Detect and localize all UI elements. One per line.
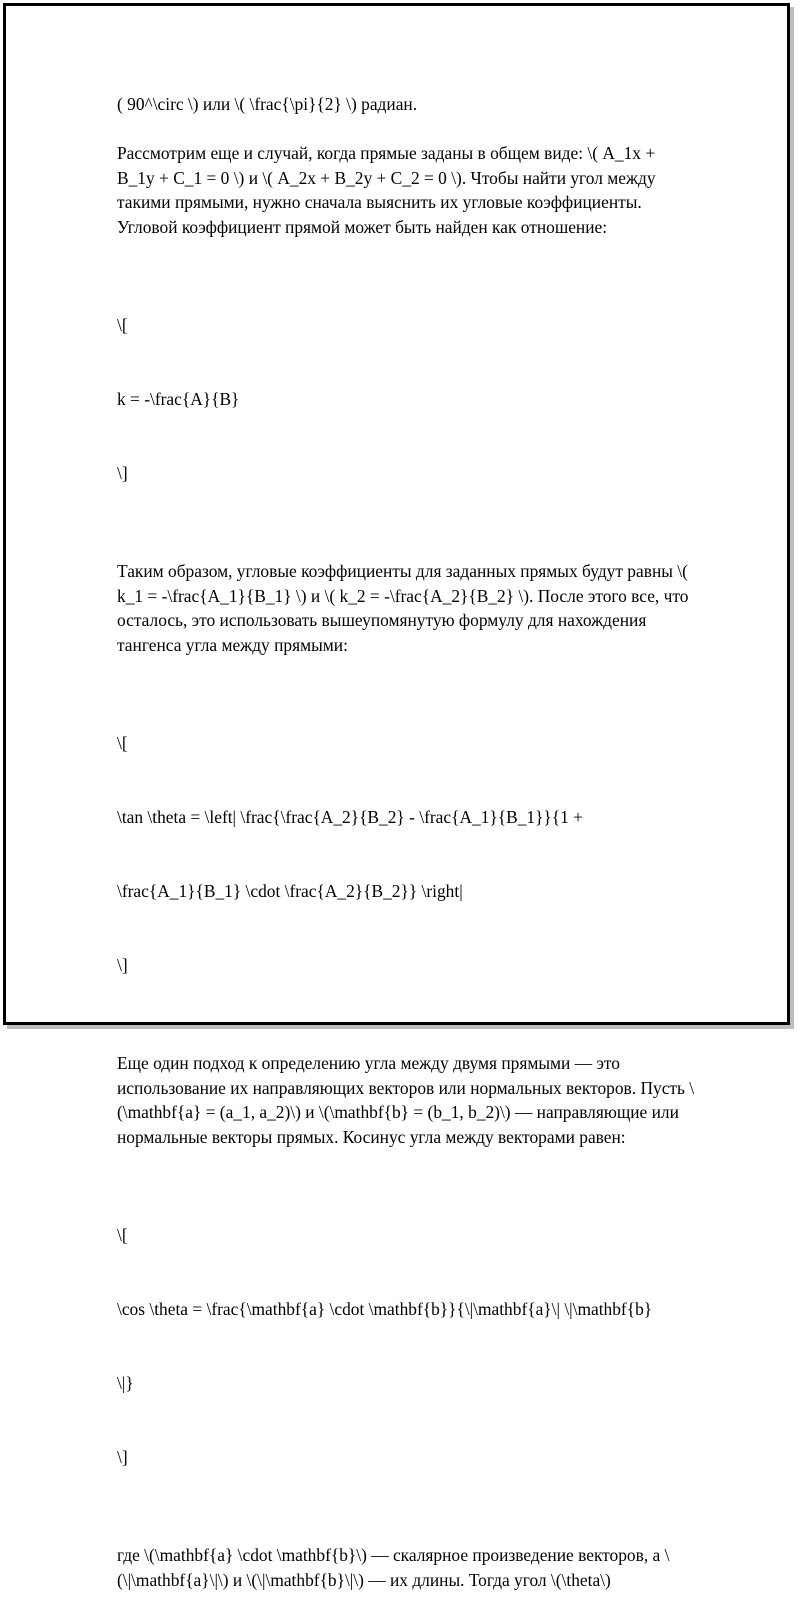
formula-line: \|} — [117, 1372, 134, 1393]
paragraph-vectors: Еще один подход к определению угла между двумя прямыми — это использование их направляющих векторов или нормальных векторов. Пусть \(\mathbf{a} = (a_1, a_2)\) и \(\mathbf{b} = (b_1, b_2)\) — направляющие или нормальные векторы прямых. Косинус угла между векторами равен: — [117, 1053, 695, 1147]
formula-slope — [117, 264, 697, 535]
formula-line: k = -\frac{A}{B} — [117, 389, 240, 410]
formula-line: \frac{A_1}{B_1} \cdot \frac{A_2}{B_2}} \right| — [117, 881, 463, 901]
formula-line: \cos \theta = \frac{\mathbf{a} \cdot \mathbf{b}}{\|\mathbf{a}\| \|\mathbf{b} — [117, 1299, 653, 1320]
formula-line: \[ — [117, 315, 128, 336]
paragraph-angle-tail: ( 90^\circ \) или \( \frac{\pi}{2} \) радиан. — [117, 94, 418, 114]
paragraph-general-form: Рассмотрим еще и случай, когда прямые заданы в общем виде: \( A_1x + B_1y + C_1 = 0 \) и \( A_2x + B_2y + C_2 = 0 \). Чтобы найти угол между такими прямыми, нужно сначала выяснить их угловые коэффициенты. Угловой коэффициент прямой может быть найден как отношение: — [117, 143, 660, 237]
paragraph-slopes: Таким образом, угловые коэффициенты для заданных прямых будут равны \( k_1 = -\frac{A_1}{B_1} \) и \( k_2 = -\frac{A_2}{B_2} \). После этого все, что осталось, это использовать вышеупомянутую формулу для нахождения тангенса угла между прямыми: — [117, 561, 693, 656]
formula-line: \[ — [117, 1225, 128, 1246]
paragraph-dot-product: где \(\mathbf{a} \cdot \mathbf{b}\) — скалярное произведение векторов, а \(\|\mathbf{a}\|\) и \(\|\mathbf{b}\|\) — их длины. Тогда угол \(\theta\) — [117, 1545, 670, 1590]
formula-line: \] — [117, 954, 128, 975]
formula-line: \[ — [117, 733, 128, 754]
document-body — [117, 92, 697, 1617]
formula-line: \] — [117, 1446, 128, 1467]
formula-tangent — [117, 682, 697, 1026]
formula-line: \tan \theta = \left| \frac{\frac{A_2}{B_2} - \frac{A_1}{B_1}}{1 + — [117, 807, 583, 828]
formula-line: \] — [117, 462, 128, 483]
formula-cosine — [117, 1174, 697, 1518]
